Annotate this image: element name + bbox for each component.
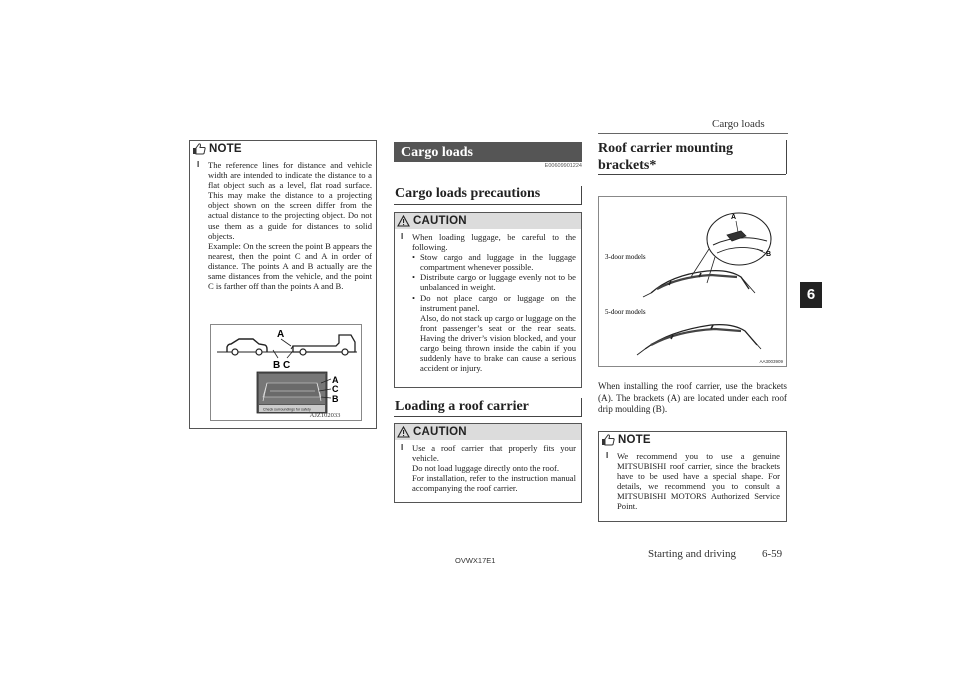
right-heading-rule bbox=[598, 174, 786, 175]
section1-rule-tick bbox=[581, 186, 582, 204]
note-example: Example: On the screen the point B appears the nearest, then the point C and A in order of distance. The points A and B actually are the same distances from the vehicle, and the point C is farther off than the points A and B. bbox=[208, 240, 372, 292]
caution2-line3: For installation, refer to the instruction manual accompanying the roof carrier. bbox=[412, 473, 576, 494]
right-heading-rule-tick bbox=[786, 140, 787, 174]
caution1-header bbox=[395, 213, 581, 229]
hand-note-icon bbox=[192, 143, 206, 155]
section2-heading: Loading a roof carrier bbox=[395, 399, 529, 414]
right-heading: Roof carrier mounting brackets* bbox=[598, 141, 734, 173]
right-note-header bbox=[599, 432, 786, 448]
roof-figure-label-5door: 5-door models bbox=[605, 308, 646, 316]
caution1-item-3: • Do not place cargo or luggage on the instrument panel. bbox=[412, 293, 576, 313]
warning-triangle-icon bbox=[397, 426, 410, 438]
note-header bbox=[190, 141, 376, 157]
figure-label-a: A bbox=[277, 329, 285, 340]
caution2-header bbox=[395, 424, 581, 440]
figure-code: AJZ102033 bbox=[309, 412, 341, 419]
roof-figure-label-a: A bbox=[731, 214, 737, 221]
note-label: NOTE bbox=[209, 143, 242, 155]
footer-section-name: Starting and driving bbox=[648, 548, 736, 560]
caution1-box bbox=[394, 212, 582, 388]
roof-figure-label-b: B bbox=[766, 251, 772, 258]
right-note-label: NOTE bbox=[618, 434, 651, 446]
running-header: Cargo loads bbox=[712, 118, 765, 130]
footer-page-number: 6-59 bbox=[762, 548, 783, 560]
hand-note-icon bbox=[601, 434, 615, 446]
roof-figure-label-3door: 3-door models bbox=[605, 253, 646, 261]
roof-carrier-figure bbox=[598, 196, 787, 367]
section1-heading: Cargo loads precautions bbox=[395, 186, 541, 201]
figure-label-c-screen: C bbox=[332, 384, 339, 394]
section2-rule-tick bbox=[581, 398, 582, 416]
caution2-label: CAUTION bbox=[413, 426, 467, 438]
caution1-item-2: • Distribute cargo or luggage evenly not to be unbalanced in weight. bbox=[412, 272, 576, 292]
caution2-text: l Use a roof carrier that properly fits your vehicle. bbox=[400, 443, 576, 463]
footer-doc-code: OVWX17E1 bbox=[455, 556, 496, 565]
figure-label-a-screen: A bbox=[332, 375, 339, 385]
figure-label-b-screen: B bbox=[332, 394, 339, 404]
section-banner: Cargo loads bbox=[394, 142, 582, 162]
right-note-text: l We recommend you to use a genuine MITSUBISHI roof carrier, since the brackets have to be used have a special shape. For details, we recommend you to consult a MITSUBISHI MOTORS Authorized Service Point. bbox=[605, 451, 780, 512]
figure-label-c-top: C bbox=[283, 360, 291, 371]
figure-screen-caption: Check surroundings for safety bbox=[263, 407, 311, 412]
chapter-tab: 6 bbox=[800, 282, 822, 308]
roof-figure-code: AA3003909 bbox=[759, 359, 783, 364]
header-rule bbox=[598, 133, 788, 134]
roof-carrier-drawing bbox=[599, 197, 786, 366]
caution2-line2: Do not load luggage directly onto the roof. bbox=[412, 463, 560, 474]
section-code: E00609901224 bbox=[544, 163, 582, 169]
figure-label-b-top: B bbox=[273, 360, 281, 371]
caution1-continuation: Also, do not stack up cargo or luggage on the front passenger’s seat or the rear seats. Having the driver’s vision blocked, and your cargo being thrown inside the cabin if you suddenly have to brake can cause a serious accident or injury. bbox=[420, 312, 576, 374]
rear-view-figure bbox=[210, 324, 362, 421]
section2-rule bbox=[394, 416, 582, 417]
right-note-box bbox=[598, 431, 787, 522]
caution1-intro: l When loading luggage, be careful to the following. bbox=[400, 232, 576, 252]
rear-view-drawing bbox=[211, 325, 361, 420]
caution2-box bbox=[394, 423, 582, 503]
warning-triangle-icon bbox=[397, 215, 410, 227]
caution1-item-1: • Stow cargo and luggage in the luggage compartment whenever possible. bbox=[412, 252, 576, 272]
left-note-box bbox=[189, 140, 377, 429]
section1-rule bbox=[394, 204, 582, 205]
caution1-label: CAUTION bbox=[413, 215, 467, 227]
note-text: l The reference lines for distance and vehicle width are intended to indicate the distance to a flat object such as a level, flat road surface. This may make the distance to a projecting object shown on the screen differ from the actual distance to the projecting object. Do not use them as a guide for distances to solid objects. bbox=[196, 160, 372, 241]
right-body-text: When installing the roof carrier, use the brackets (A). The brackets (A) are located under each roof drip moulding (B). bbox=[598, 381, 787, 415]
